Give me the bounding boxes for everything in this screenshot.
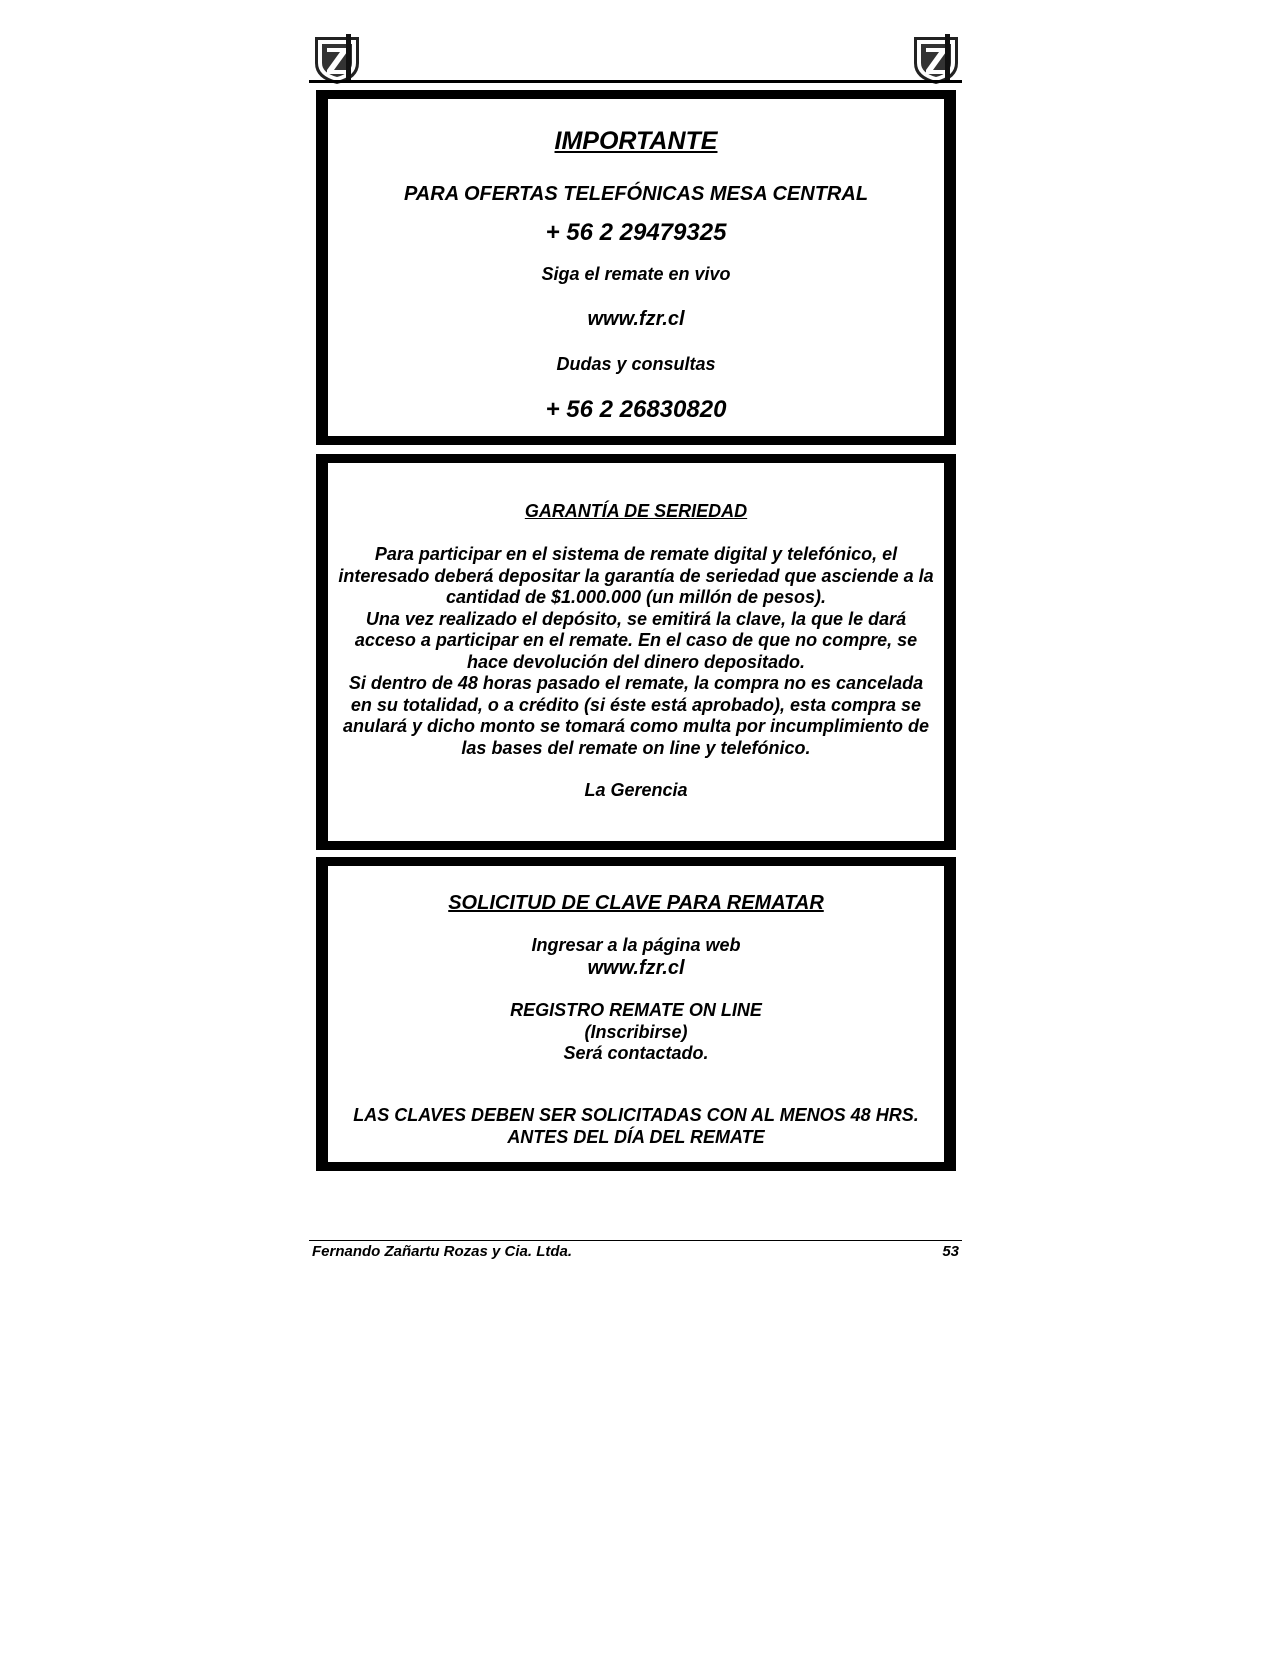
paragraph-line: hace devolución del dinero depositado.: [466, 651, 806, 672]
website-link[interactable]: www.fzr.cl: [587, 308, 685, 330]
paragraph-line: cantidad de $1.000.000 (un millón de pesos).: [445, 587, 827, 607]
zr-shield-logo-icon: [912, 33, 960, 85]
solicitud-box: [316, 857, 956, 1171]
registro-line: (Inscribirse): [584, 1021, 688, 1042]
signature: La Gerencia: [584, 780, 688, 800]
zr-shield-logo-icon: [313, 33, 361, 85]
paragraph-line: Si dentro de 48 horas pasado el remate, la compra no es cancelada: [348, 673, 924, 693]
garantia-box: [316, 454, 956, 850]
claves-notice: [325, 1105, 947, 1148]
paragraph-line: acceso a participar en el remate. En el caso de que no compre, se: [354, 630, 918, 650]
ingresar-text: Ingresar a la página web: [531, 935, 741, 955]
paragraph-line: Para participar en el sistema de remate digital y telefónico, el: [374, 544, 898, 564]
page-number: 53: [942, 1243, 959, 1260]
footer-company: Fernando Zañartu Rozas y Cia. Ltda.: [312, 1243, 573, 1260]
questions-text: Dudas y consultas: [556, 354, 716, 374]
garantia-heading: GARANTÍA DE SERIEDAD: [524, 501, 748, 521]
registro-line: REGISTRO REMATE ON LINE: [510, 1000, 762, 1020]
paragraph-line: las bases del remate on line y telefónico.: [461, 737, 811, 758]
paragraph-line: anulará y dicho monto se tomará como multa por incumplimiento de: [342, 716, 930, 736]
paragraph-line: en su totalidad, o a crédito (si éste está aprobado), esta compra se: [350, 694, 922, 715]
solicitud-heading: SOLICITUD DE CLAVE PARA REMATAR: [448, 892, 824, 914]
header-rule: [309, 80, 962, 83]
paragraph-line: interesado deberá depositar la garantía de seriedad que asciende a la: [338, 565, 934, 586]
claves-line: LAS CLAVES DEBEN SER SOLICITADAS CON AL MENOS 48 HRS.: [353, 1105, 919, 1125]
registro-block: [325, 1000, 947, 1065]
ofertas-text: PARA OFERTAS TELEFÓNICAS MESA CENTRAL: [403, 183, 869, 205]
importante-heading: IMPORTANTE: [554, 127, 718, 155]
claves-line: ANTES DEL DÍA DEL REMATE: [507, 1126, 765, 1147]
central-phone: + 56 2 29479325: [545, 219, 727, 246]
registro-line: Será contactado.: [563, 1043, 709, 1063]
footer-rule: [309, 1240, 962, 1241]
questions-phone: + 56 2 26830820: [545, 396, 727, 423]
paragraph-line: Una vez realizado el depósito, se emitirá la clave, la que le dará: [365, 608, 907, 629]
importante-box: [316, 90, 956, 445]
garantia-paragraph: [331, 544, 941, 759]
live-text: Siga el remate en vivo: [541, 264, 731, 284]
website-link[interactable]: www.fzr.cl: [587, 957, 685, 979]
